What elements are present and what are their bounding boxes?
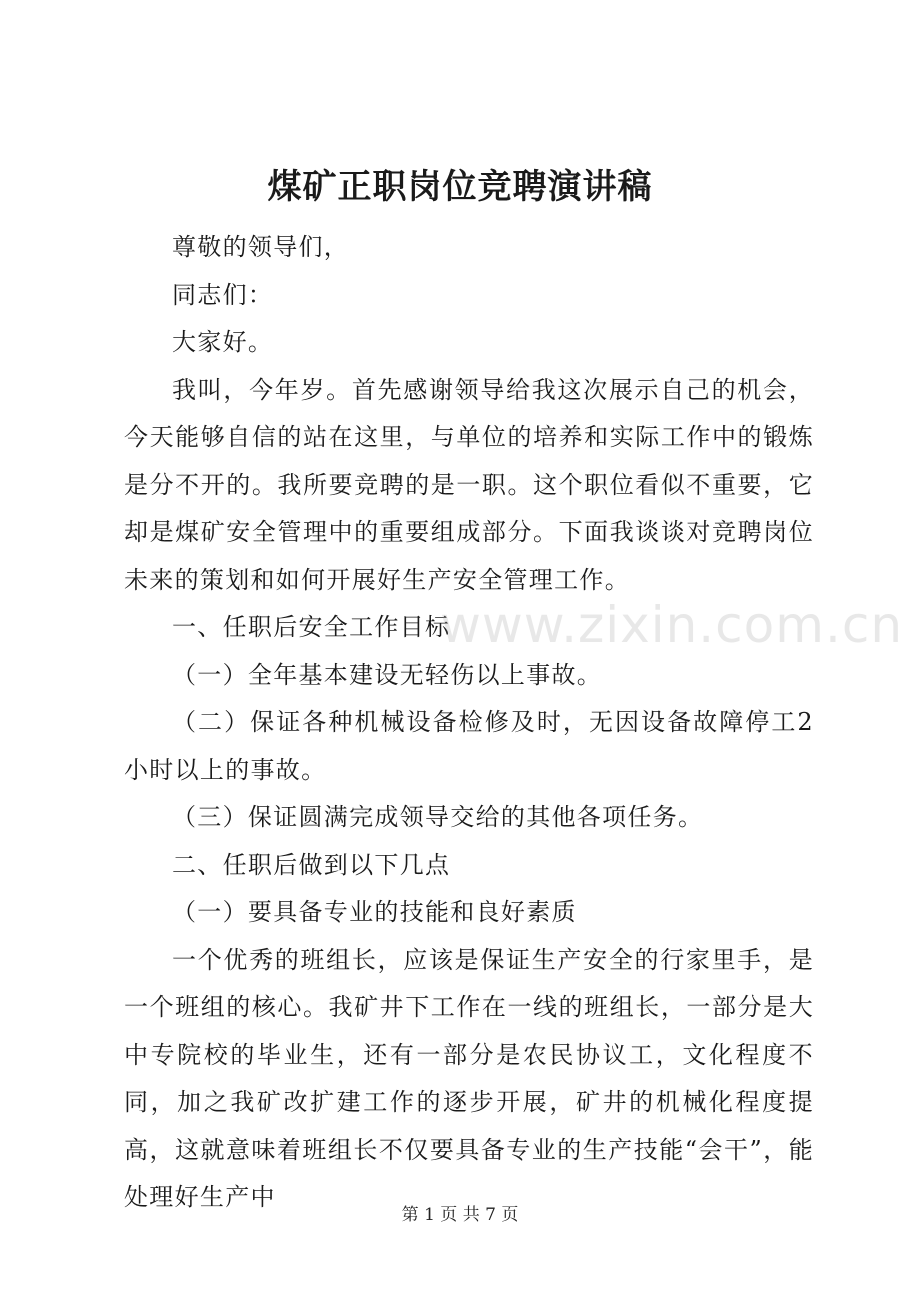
paragraph-greeting-colleagues: 同志们： <box>172 280 274 309</box>
paragraph-salutation: 尊敬的领导们， <box>172 233 350 261</box>
heading-section-2: 二、任职后做到以下几点 <box>172 850 451 879</box>
list-item-goal-3: （三）保证圆满完成领导交给的其他各项任务。 <box>172 803 704 831</box>
page-footer: 第 1 页 共 7 页 <box>401 1205 519 1225</box>
list-item-goal-1: （一）全年基本建设无轻伤以上事故。 <box>172 660 603 689</box>
subheading-skills: （一）要具备专业的技能和良好素质 <box>172 898 577 926</box>
heading-section-1: 一、任职后安全工作目标 <box>172 613 451 641</box>
document-title: 煤矿正职岗位竞聘演讲稿 <box>267 167 653 207</box>
paragraph-hello: 大家好。 <box>172 328 274 356</box>
paragraph-team-leader: 一个优秀的班组长，应该是保证生产安全的行家里手，是一个班组的核心。我矿井下工作在一线的班组长，一部分是大中专院校的毕业生，还有一部分是农民协议工，文化程度不同，加之我矿改扩建工作的逐步开展，矿井的机械化程度提高，这就意味着班组长不仅要具备专业的生产技能“会干”，能处理好生产中 <box>124 945 814 1211</box>
list-item-goal-2: （二）保证各种机械设备检修及时，无因设备故障停工2小时以上的事故。 <box>124 708 814 784</box>
document-body <box>124 224 814 1222</box>
paragraph-introduction: 我叫，今年岁。首先感谢领导给我这次展示自己的机会，今天能够自信的站在这里，与单位的培养和实际工作中的锻炼是分不开的。我所要竞聘的是一职。这个职位看似不重要，它却是煤矿安全管理中的重要组成部分。下面我谈谈对竞聘岗位未来的策划和如何开展好生产安全管理工作。 <box>124 375 814 594</box>
watermark-text: www.zixin.com.cn <box>440 596 904 654</box>
